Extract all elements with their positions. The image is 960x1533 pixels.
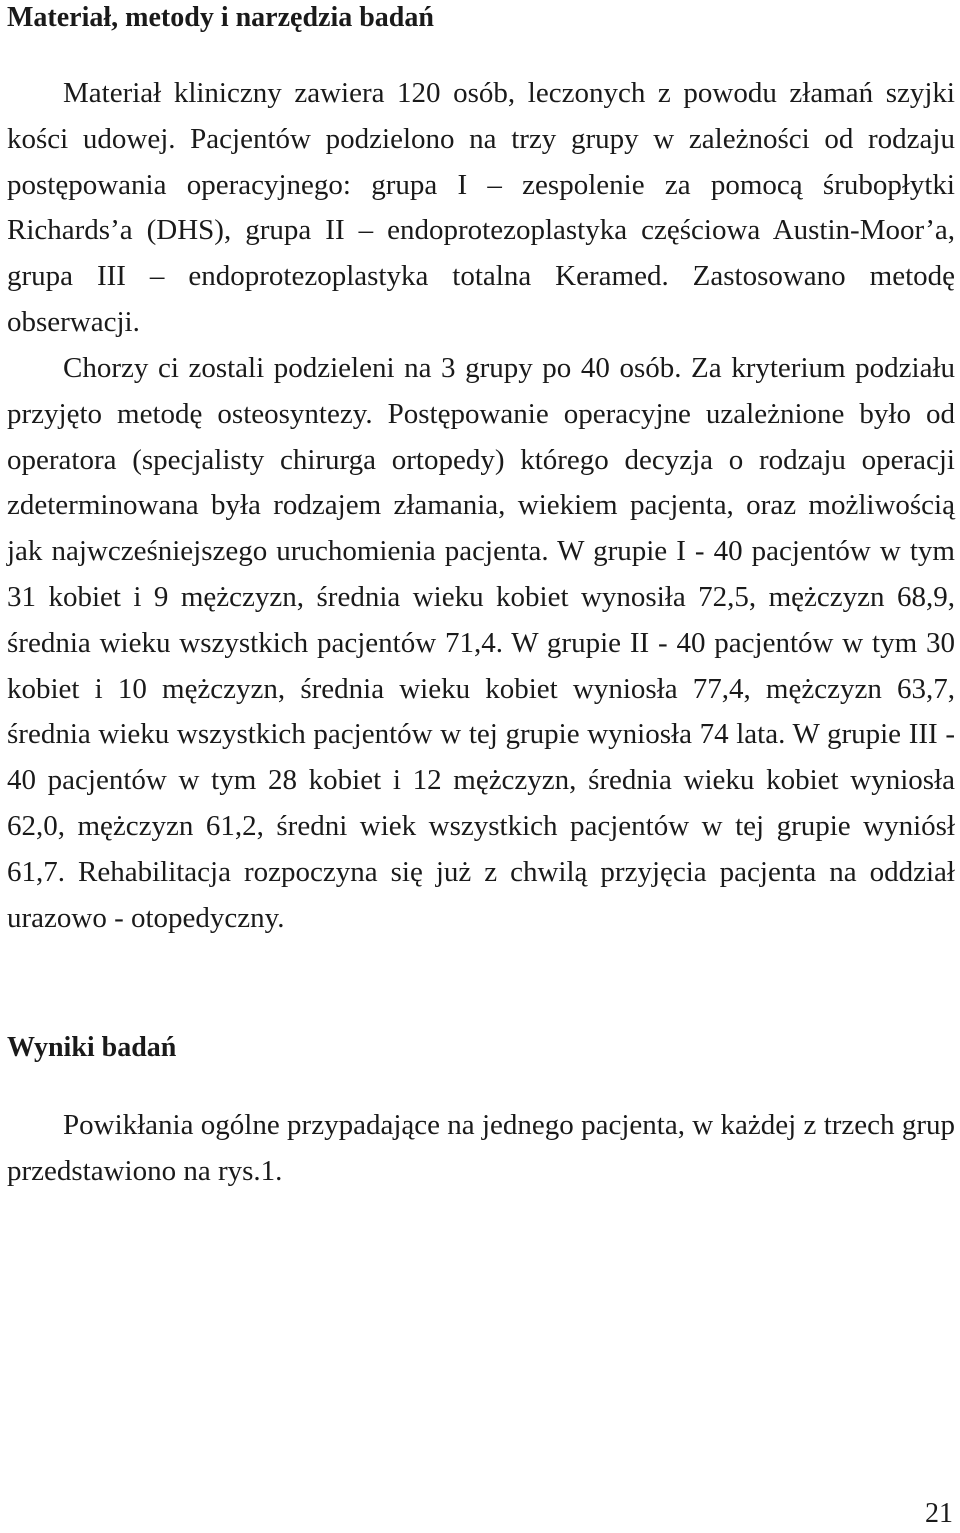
section-heading-results: Wyniki badań bbox=[7, 1032, 177, 1063]
page-number: 21 bbox=[925, 1498, 953, 1529]
section-heading-methods: Materiał, metody i narzędzia badań bbox=[7, 2, 434, 33]
paragraph-patient-groups: Chorzy ci zostali podzieleni na 3 grupy po 40 osób. Za kryterium podziału przyjęto metodę osteosyntezy. Postępowanie operacyjne uzależnione było od operatora (specjalisty chirurga ortopedy) którego decyzja o rodzaju operacji zdeterminowana była rodzajem złamania, wiekiem pacjenta, oraz możliwością jak najwcześniejszego uruchomienia pacjenta. W grupie I - 40 pacjentów w tym 31 kobiet i 9 mężczyzn, średnia wieku kobiet wynosiła 72,5, mężczyzn 68,9, średnia wieku wszystkich pacjentów 71,4. W grupie II - 40 pacjentów w tym 30 kobiet i 10 mężczyzn, średnia wieku kobiet wyniosła 77,4, mężczyzn 63,7, średnia wieku wszystkich pacjentów w tej grupie wyniosła 74 lata. W grupie III - 40 pacjentów w tym 28 kobiet i 12 mężczyzn, średnia wieku kobiet wyniosła 62,0, mężczyzn 61,2, średni wiek wszystkich pacjentów w tej grupie wyniósł 61,7. Rehabilitacja rozpoczyna się już z chwilą przyjęcia pacjenta na oddział urazowo - otopedyczny. bbox=[7, 352, 955, 934]
paragraph-complications: Powikłania ogólne przypadające na jednego pacjenta, w każdej z trzech grup przedstawiono na rys.1. bbox=[7, 1109, 955, 1187]
paragraph-clinical-material: Materiał kliniczny zawiera 120 osób, leczonych z powodu złamań szyjki kości udowej. Pacjentów podzielono na trzy grupy w zależności od rodzaju postępowania operacyjnego: grupa I – zespolenie za pomocą śrubopłytki Richards’a (DHS), grupa II – endoprotezoplastyka częściowa Austin-Moor’a, grupa III – endoprotezoplastyka totalna Keramed. Zastosowano metodę obserwacji. bbox=[7, 77, 955, 338]
